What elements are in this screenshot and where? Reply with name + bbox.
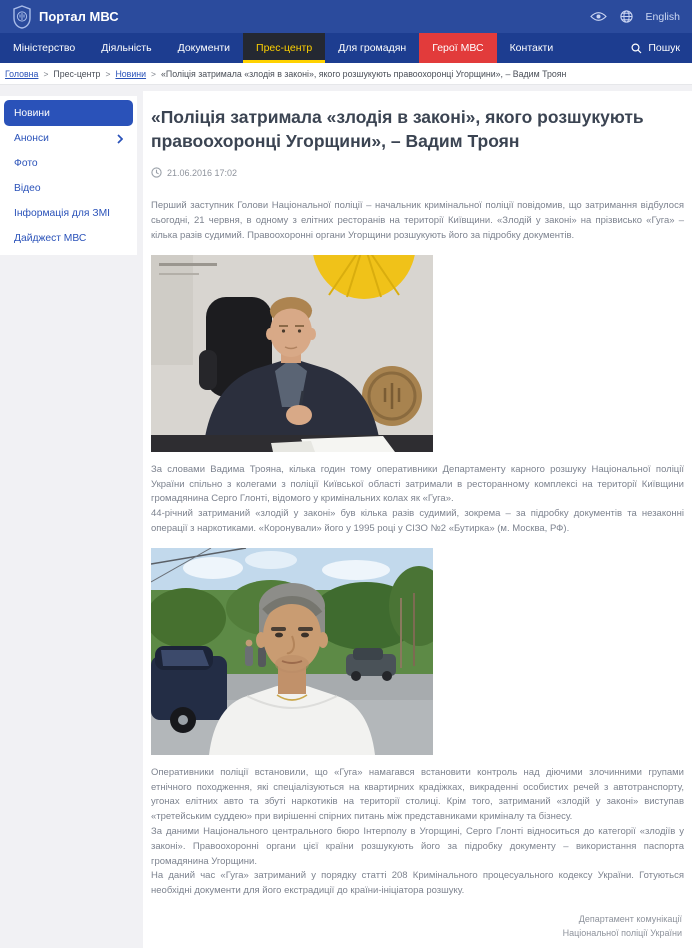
breadcrumb-separator bbox=[151, 69, 156, 79]
brand-logo[interactable] bbox=[12, 5, 119, 29]
nav-item-ministry[interactable]: Міністерство bbox=[13, 42, 76, 54]
article-paragraph: 44-річний затриманий «злодій у законі» був кілька разів судимий, зокрема – за підробку документів та незаконні операції з наркотиками. «Коронували» його у 1995 році у СІЗО №2 «Бутирка» (м. Москва, РФ). bbox=[151, 508, 684, 534]
article-paragraph: За словами Вадима Трояна, кілька годин тому оперативники Департаменту карного розшуку Національної поліції України спільно з колегами з поліції Київської області затримали в ресторанному комплексі на території Київщини громадянина Серго Глонті, відомого у кримінальних колах як «Гуга». bbox=[151, 463, 684, 505]
nav-item-documents[interactable]: Документи bbox=[177, 42, 231, 54]
nav-search[interactable] bbox=[619, 33, 692, 63]
sidebar-item-label: Фото bbox=[14, 158, 38, 169]
language-switch[interactable]: English bbox=[645, 10, 680, 23]
article-paragraph-group bbox=[151, 463, 684, 537]
brand-title: Портал МВС bbox=[39, 9, 119, 24]
nav-item-activity[interactable]: Діяльність bbox=[101, 42, 152, 54]
article-paragraph-group bbox=[151, 766, 684, 899]
article-signature bbox=[151, 913, 684, 940]
article-date-row bbox=[151, 167, 684, 178]
breadcrumb-current: «Поліція затримала «злодія в законі», якого розшукують правоохоронці Угорщини», – Вадим Троян bbox=[161, 68, 567, 79]
article-paragraph: Перший заступник Голови Національної поліції – начальник кримінальної поліції повідомив, що затримання відбулося сьогодні, 21 червня, в одному з елітних ресторанів на території Київщини. «Злодій у законі» на прізвисько «Гуга» – кілька разів судимий. Правоохоронні органи Угорщини розшукують його за підробку документів. bbox=[151, 200, 684, 241]
nav-item-for-citizens[interactable]: Для громадян bbox=[338, 42, 407, 54]
sidebar-item-label: Інформація для ЗМІ bbox=[14, 208, 111, 219]
vadym-troyan-office-photo bbox=[151, 255, 433, 452]
sidebar-item-news[interactable] bbox=[4, 100, 133, 126]
content-area bbox=[0, 85, 692, 938]
sidebar-item-video[interactable] bbox=[4, 176, 133, 201]
signature-organization: Національної поліції України bbox=[562, 927, 682, 938]
sidebar-item-label: Дайджест МВС bbox=[14, 233, 87, 244]
mvs-emblem-icon bbox=[12, 5, 32, 29]
article-date: 21.06.2016 17:02 bbox=[167, 167, 238, 178]
sidebar-item-photo[interactable] bbox=[4, 151, 133, 176]
sidebar-item-announcements[interactable] bbox=[4, 126, 133, 151]
sidebar-item-media-info[interactable] bbox=[4, 201, 133, 226]
top-header bbox=[0, 0, 692, 33]
globe-icon[interactable] bbox=[620, 10, 633, 23]
page-title: «Поліція затримала «злодія в законі», якого розшукують правоохоронці Угорщини», – Вадим Троян bbox=[151, 107, 644, 152]
article-paragraph: За даними Національного центрального бюро Інтерполу в Угорщині, Серго Глонті відноситься до категорії «злодіїв у законі». Правоохоронні органи цієї країни розшукують його за підробку документу – використання паспорта громадянина Угорщини. bbox=[151, 826, 684, 867]
article-paragraph: Оперативники поліції встановили, що «Гуга» намагався встановити контроль над діючими злочинними групами етнічного походження, які спеціалізуються на квартирних крадіжках, викраденні особистих речей з автотранспорту, угонах елітних авто та збуті наркотиків на території столиці. Крім того, затриманий «злодій у законі» виступав «третейським суддею» при вирішенні спірних питань між представниками криміналу та бізнесу. bbox=[151, 766, 684, 823]
sidebar-item-label: Анонси bbox=[14, 133, 49, 144]
sidebar-item-mvs-digest[interactable] bbox=[4, 226, 133, 251]
nav-item-contacts[interactable]: Контакти bbox=[509, 42, 554, 54]
breadcrumb-press-center: Прес-центр bbox=[53, 68, 101, 79]
search-label: Пошук bbox=[648, 42, 680, 54]
breadcrumb-news[interactable]: Новини bbox=[115, 68, 147, 79]
detained-thief-in-law-photo bbox=[151, 548, 433, 755]
signature-department: Департамент комунікації bbox=[578, 914, 682, 925]
eye-icon[interactable] bbox=[590, 11, 607, 22]
main-nav bbox=[0, 33, 692, 63]
sidebar-item-label: Новини bbox=[14, 107, 50, 119]
breadcrumb-separator bbox=[105, 69, 110, 79]
chevron-right-icon bbox=[117, 134, 123, 144]
sidebar-item-label: Відео bbox=[14, 183, 41, 194]
breadcrumb-separator bbox=[43, 69, 48, 79]
breadcrumb bbox=[0, 63, 692, 85]
article-paragraph: На даний час «Гуга» затриманий у порядку статті 208 Кримінального процесуального кодексу України. Готуються необхідні документи для його екстрадиції до країни-ініціатора розшуку. bbox=[151, 870, 684, 897]
clock-icon bbox=[151, 167, 162, 178]
nav-item-press-center[interactable]: Прес-центр bbox=[243, 33, 325, 63]
breadcrumb-home[interactable]: Головна bbox=[5, 68, 39, 79]
article-panel bbox=[143, 91, 692, 948]
nav-item-mvs-heroes[interactable]: Герої МВС bbox=[419, 33, 496, 63]
sidebar bbox=[0, 96, 137, 255]
search-icon bbox=[631, 43, 642, 54]
